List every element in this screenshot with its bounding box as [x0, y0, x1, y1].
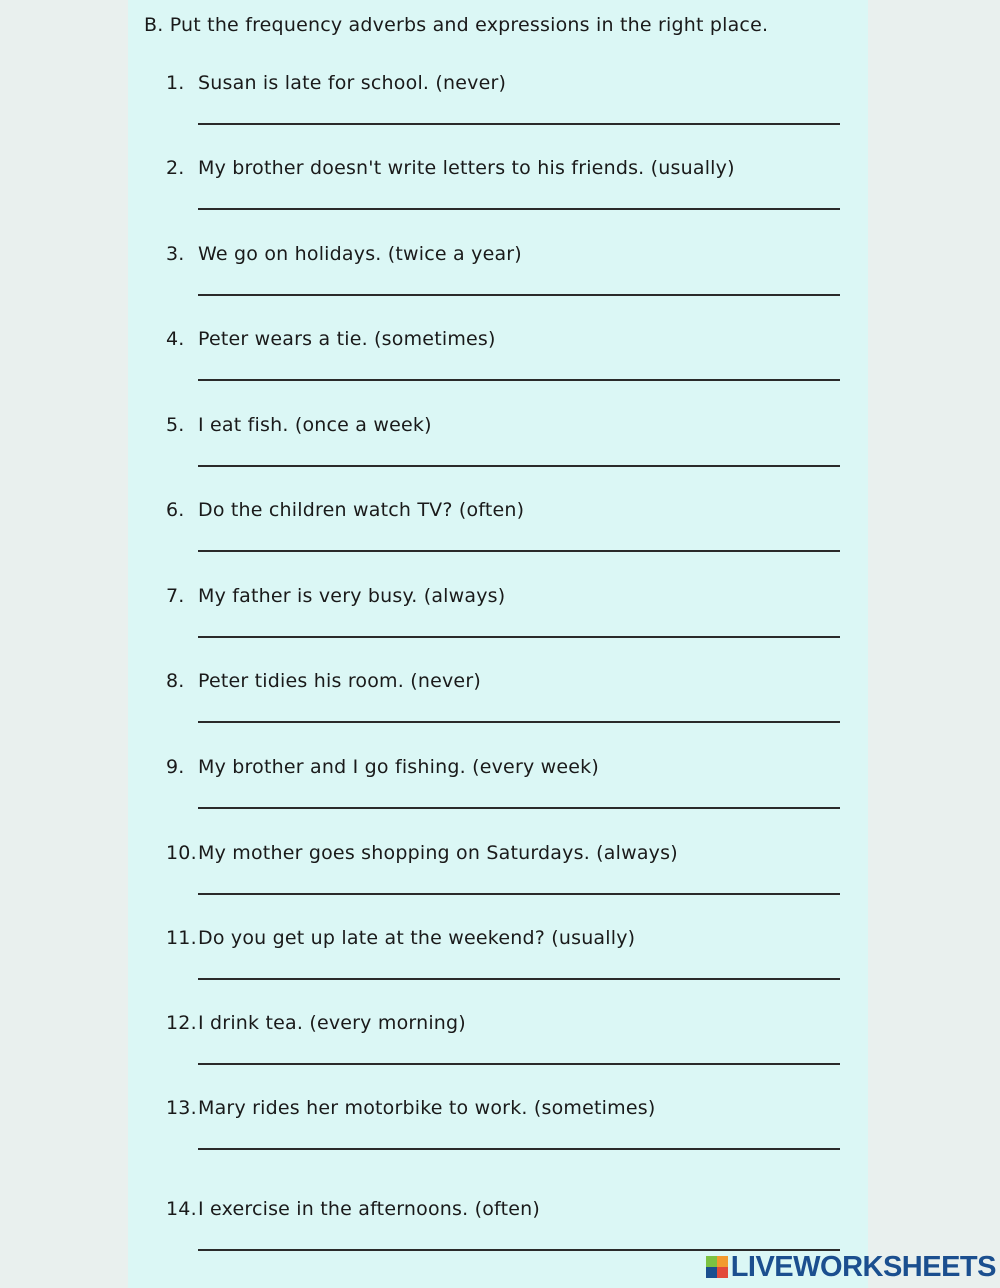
exercise-number: 2.	[166, 157, 185, 179]
exercise-item	[166, 243, 846, 323]
exercise-sentence: Do you get up late at the weekend? (usually)	[198, 927, 636, 949]
instruction-heading: B. Put the frequency adverbs and expressions in the right place.	[144, 14, 769, 36]
exercise-item	[166, 585, 846, 665]
exercise-item	[166, 328, 846, 408]
exercise-question	[166, 1097, 655, 1119]
exercise-number: 1.	[166, 72, 185, 94]
logo-text: LIVEWORKSHEETS	[730, 1250, 996, 1283]
exercise-number: 13.	[166, 1097, 197, 1119]
exercise-number: 12.	[166, 1012, 197, 1034]
exercise-item	[166, 756, 846, 836]
exercise-question	[166, 328, 496, 350]
exercise-number: 4.	[166, 328, 185, 350]
exercise-sentence: We go on holidays. (twice a year)	[198, 243, 522, 265]
exercise-sentence: Susan is late for school. (never)	[198, 72, 507, 94]
liveworksheets-logo	[706, 1248, 996, 1286]
exercise-sentence: My brother doesn't write letters to his friends. (usually)	[198, 157, 735, 179]
exercise-sentence: My mother goes shopping on Saturdays. (always)	[198, 842, 678, 864]
exercise-question	[166, 1012, 466, 1034]
exercise-number: 7.	[166, 585, 185, 607]
exercise-number: 14.	[166, 1198, 197, 1220]
answer-line[interactable]	[198, 465, 840, 467]
exercise-question	[166, 499, 524, 521]
answer-line[interactable]	[198, 1148, 840, 1150]
exercise-sentence: Do the children watch TV? (often)	[198, 499, 525, 521]
exercise-number: 8.	[166, 670, 185, 692]
logo-mark-icon	[706, 1256, 728, 1278]
exercise-question	[166, 927, 635, 949]
exercise-question	[166, 670, 481, 692]
exercise-question	[166, 756, 599, 778]
answer-line[interactable]	[198, 721, 840, 723]
exercise-item	[166, 499, 846, 579]
exercise-sentence: Mary rides her motorbike to work. (sometimes)	[198, 1097, 656, 1119]
answer-line[interactable]	[198, 550, 840, 552]
exercise-question	[166, 157, 735, 179]
answer-line[interactable]	[198, 893, 840, 895]
exercise-item	[166, 414, 846, 494]
exercise-number: 10.	[166, 842, 197, 864]
answer-line[interactable]	[198, 379, 840, 381]
exercise-item	[166, 72, 846, 152]
exercise-item	[166, 927, 846, 1007]
exercise-sentence: My father is very busy. (always)	[198, 585, 506, 607]
answer-line[interactable]	[198, 636, 840, 638]
answer-line[interactable]	[198, 978, 840, 980]
exercise-sentence: Peter wears a tie. (sometimes)	[198, 328, 496, 350]
exercise-number: 5.	[166, 414, 185, 436]
exercise-question	[166, 585, 505, 607]
answer-line[interactable]	[198, 807, 840, 809]
exercise-question	[166, 1198, 540, 1220]
exercise-item	[166, 670, 846, 750]
exercise-sentence: I drink tea. (every morning)	[198, 1012, 466, 1034]
exercise-item	[166, 1012, 846, 1092]
exercise-question	[166, 842, 678, 864]
exercise-number: 3.	[166, 243, 185, 265]
exercise-question	[166, 243, 522, 265]
exercise-number: 11.	[166, 927, 197, 949]
exercise-question	[166, 72, 506, 94]
answer-line[interactable]	[198, 294, 840, 296]
exercise-number: 9.	[166, 756, 185, 778]
answer-line[interactable]	[198, 1063, 840, 1065]
exercise-question	[166, 414, 432, 436]
exercise-sentence: I exercise in the afternoons. (often)	[198, 1198, 540, 1220]
exercise-sentence: My brother and I go fishing. (every week)	[198, 756, 599, 778]
answer-line[interactable]	[198, 208, 840, 210]
exercise-item	[166, 1097, 846, 1177]
exercise-sentence: Peter tidies his room. (never)	[198, 670, 481, 692]
exercise-item	[166, 842, 846, 922]
exercise-number: 6.	[166, 499, 185, 521]
exercise-item	[166, 157, 846, 237]
answer-line[interactable]	[198, 123, 840, 125]
exercise-sentence: I eat fish. (once a week)	[198, 414, 432, 436]
